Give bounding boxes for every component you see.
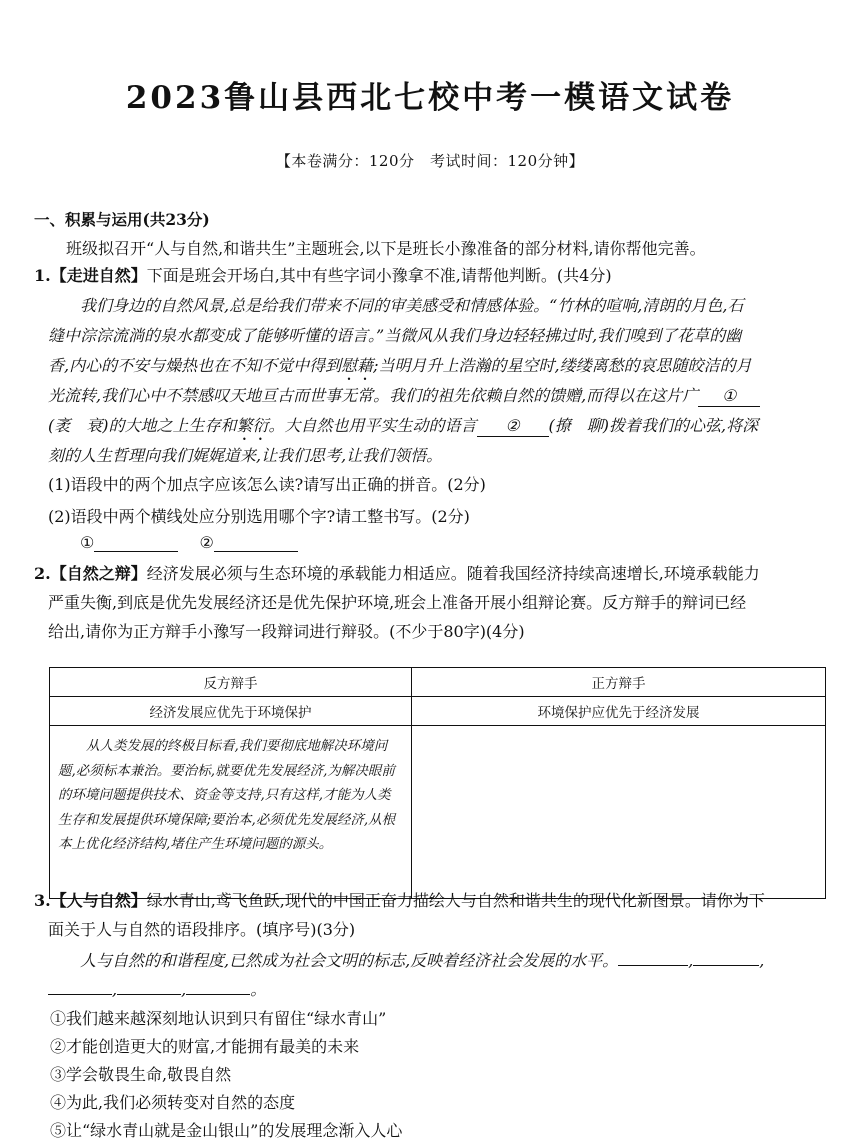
q1-paragraph-line: (袤 衰)的大地之上生存和繁衍。大自然也用平实生动的语言 ② (撩 聊)拨着我们的心弦,将深 <box>48 416 759 435</box>
page-title: 2023鲁山县西北七校中考一模语文试卷 <box>125 80 735 116</box>
q1-subquestion-1: (1)语段中的两个加点字应该怎么读?请写出正确的拼音。(2分) <box>48 475 486 494</box>
q1-paragraph-line: 香,内心的不安与燥热也在不知不觉中得到慰藉;当明月升上浩瀚的星空时,缕缕离愁的哀思随皎洁的月 <box>48 356 752 375</box>
order-blank-4[interactable] <box>117 994 181 995</box>
q1-paragraph-line: 我们身边的自然风景,总是给我们带来不同的审美感受和情感体验。“竹林的喧响,清朗的月色,石 <box>80 296 744 315</box>
q1-paragraph-line: 光流转,我们心中不禁感叹天地亘古而世事无常。我们的祖先依赖自然的馈赠,而得以在这片广 ① <box>48 386 760 407</box>
q3-paragraph-line: 人与自然的和谐程度,已然成为社会文明的标志,反映着经济社会发展的水平。 , , <box>80 951 765 970</box>
q3-paragraph-line: , , 。 <box>48 980 266 1000</box>
q2-text-line: 严重失衡,到底是优先发展经济还是优先保护环境,班会上准备开展小组辩论赛。反方辩手的辩词已经 <box>48 593 747 612</box>
answer-blank-2[interactable] <box>214 533 298 552</box>
order-blank-3[interactable] <box>48 994 112 995</box>
dotted-word: 繁衍 <box>236 416 269 435</box>
q3-text-line: 面关于人与自然的语段排序。(填序号)(3分) <box>48 920 356 939</box>
q1-paragraph-line: 缝中淙淙流淌的泉水都变成了能够听懂的语言。”当微风从我们身边轻轻拂过时,我们嗅到了花草的幽 <box>48 326 742 345</box>
opposition-thesis: 经济发展应优先于环境保护 <box>50 697 412 726</box>
opposition-header: 反方辩手 <box>50 668 412 697</box>
section-heading: 一、积累与运用(共23分) <box>34 210 210 229</box>
proposition-header: 正方辩手 <box>412 668 826 697</box>
q1-subquestion-2: (2)语段中两个横线处应分别选用哪个字?请工整书写。(2分) <box>48 507 470 526</box>
question-1-label: 1.【走进自然】 <box>34 266 147 285</box>
option-item: ⑤让“绿水青山就是金山银山”的发展理念渐入人心 <box>50 1121 403 1140</box>
answer-blank-1[interactable] <box>94 533 178 552</box>
blank-2[interactable]: ② <box>477 416 549 437</box>
blank-1[interactable]: ① <box>698 386 760 407</box>
question-3-label: 3.【人与自然】 <box>34 891 147 910</box>
option-item: ③学会敬畏生命,敬畏自然 <box>50 1065 232 1084</box>
order-blank-5[interactable] <box>186 994 250 995</box>
option-item: ④为此,我们必须转变对自然的态度 <box>50 1093 296 1112</box>
order-blank-1[interactable] <box>618 965 688 966</box>
exam-meta: 【本卷满分：120分 考试时间：120分钟】 <box>275 152 585 170</box>
question-1-stem: 1.【走进自然】下面是班会开场白,其中有些字词小豫拿不准,请帮他判断。(共4分) <box>34 266 612 285</box>
q2-text-line: 给出,请你为正方辩手小豫写一段辩词进行辩驳。(不少于80字)(4分) <box>48 622 525 641</box>
opposition-argument: 从人类发展的终极目标看,我们要彻底地解决环境问题,必须标本兼治。要治标,就要优先发展经济,为解决眼前的环境问题提供技术、资金等支持,只有这样,才能为人类生存和发展提供环境保障;要治本,必须优先发展经济,从根本上优化经济结构,堵住产生环境问题的源头。 <box>50 726 412 899</box>
section-intro: 班级拟召开“人与自然,和谐共生”主题班会,以下是班长小豫准备的部分材料,请你帮他完善。 <box>66 239 706 258</box>
option-item: ①我们越来越深刻地认识到只有留住“绿水青山” <box>50 1009 387 1028</box>
proposition-answer-area[interactable] <box>412 726 826 899</box>
option-item: ②才能创造更大的财富,才能拥有最美的未来 <box>50 1037 360 1056</box>
question-2-label: 2.【自然之辩】 <box>34 564 147 583</box>
question-2-stem: 2.【自然之辩】经济发展必须与生态环境的承载能力相适应。随着我国经济持续高速增长,环境承载能力 <box>34 564 760 583</box>
q1-paragraph-line: 刻的人生哲理向我们娓娓道来,让我们思考,让我们领悟。 <box>48 446 443 465</box>
debate-table <box>49 667 826 899</box>
q1-answer-row: ① ② <box>80 533 298 552</box>
order-blank-2[interactable] <box>693 965 759 966</box>
dotted-word: 慰藉 <box>341 356 374 375</box>
question-3-stem: 3.【人与自然】绿水青山,鸢飞鱼跃,现代的中国正奋力描绘人与自然和谐共生的现代化新图景。请你为下 <box>34 891 765 910</box>
proposition-thesis: 环境保护应优先于经济发展 <box>412 697 826 726</box>
